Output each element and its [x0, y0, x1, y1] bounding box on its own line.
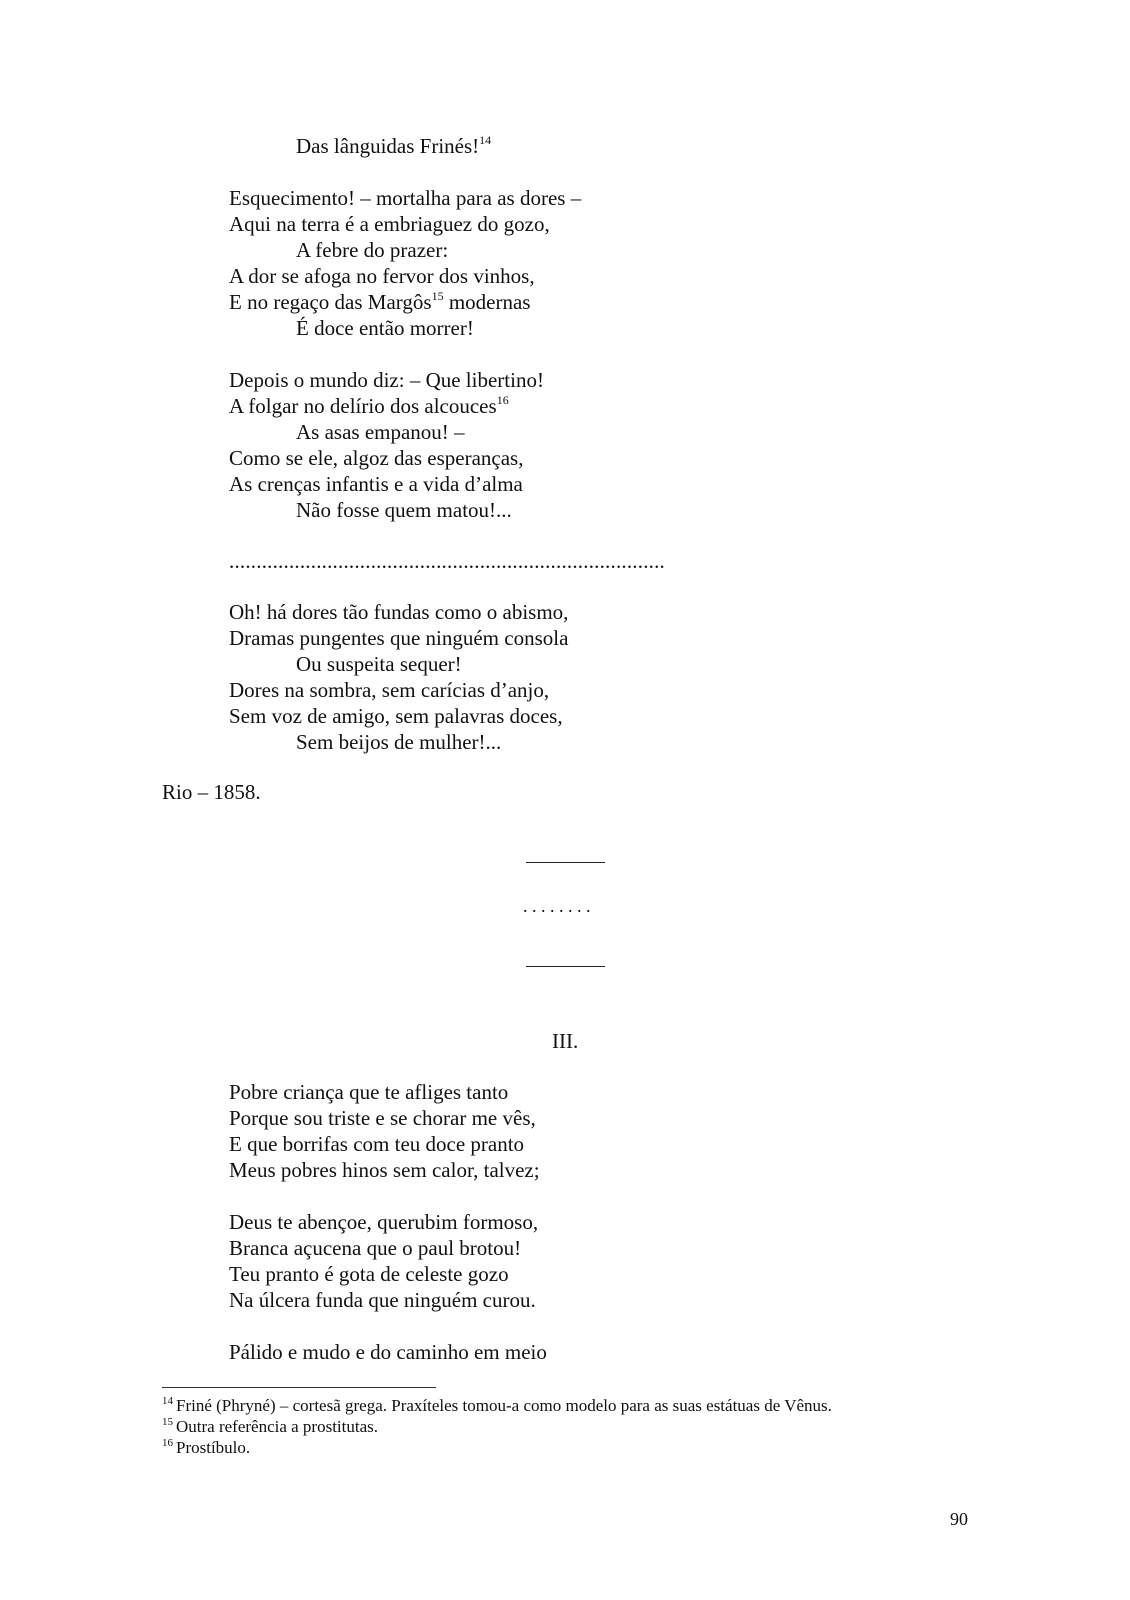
section-heading: III. [552, 1029, 579, 1053]
poem-line: Branca açucena que o paul brotou! [229, 1236, 522, 1260]
poem-line: Oh! há dores tão fundas como o abismo, [229, 600, 569, 624]
poem-line: Esquecimento! – mortalha para as dores – [229, 186, 582, 210]
poem-line: Sem voz de amigo, sem palavras doces, [229, 704, 563, 728]
poem-line: As asas empanou! – [296, 420, 465, 444]
poem-signature: Rio – 1858. [162, 780, 261, 804]
footnote-text: Friné (Phryné) – cortesã grega. Praxíteles tomou-a como modelo para as suas estátuas de Vênus. [176, 1396, 832, 1415]
poem-line [229, 289, 530, 315]
footnote-number: 14 [162, 1395, 173, 1407]
poem-line-text: E no regaço das Margôs [229, 290, 432, 314]
footnote-text: Prostíbulo. [176, 1438, 251, 1457]
poem-line: Na úlcera funda que ninguém curou. [229, 1288, 536, 1312]
poem-line-text: modernas [443, 290, 531, 314]
footnote-ref: 14 [479, 133, 492, 147]
poem-line: É doce então morrer! [296, 316, 474, 340]
poem-line: Não fosse quem matou!... [296, 498, 512, 522]
poem-line: Pálido e mudo e do caminho em meio [229, 1340, 547, 1364]
separator-rule [526, 862, 605, 863]
footnote-divider [162, 1387, 436, 1388]
poem-line-text: Das lânguidas Frinés! [296, 134, 480, 158]
poem-line: Depois o mundo diz: – Que libertino! [229, 368, 544, 392]
footnote [162, 1416, 378, 1437]
poem-line-text: A folgar no delírio dos alcouces [229, 394, 497, 418]
footnote-number: 15 [162, 1416, 173, 1428]
footnote-text: Outra referência a prostitutas. [176, 1417, 379, 1436]
page-number: 90 [950, 1509, 968, 1529]
poem-line: Sem beijos de mulher!... [296, 730, 502, 754]
separator-rule [526, 966, 605, 967]
poem-line: As crenças infantis e a vida d’alma [229, 472, 523, 496]
footnote [162, 1437, 250, 1458]
poem-line: Como se ele, algoz das esperanças, [229, 446, 524, 470]
poem-line: Dores na sombra, sem carícias d’anjo, [229, 678, 550, 702]
footnote [162, 1395, 832, 1416]
ellipsis-line: ................................................................................ [229, 549, 665, 573]
poem-line: Pobre criança que te afliges tanto [229, 1080, 509, 1104]
poem-line: Porque sou triste e se chorar me vês, [229, 1106, 536, 1130]
poem-line: Deus te abençoe, querubim formoso, [229, 1210, 539, 1234]
footnote-ref: 16 [496, 393, 509, 407]
separator-dots: . . . . . . . . [523, 896, 591, 916]
poem-line [229, 393, 509, 419]
poem-line: A febre do prazer: [296, 238, 449, 262]
poem-line: Meus pobres hinos sem calor, talvez; [229, 1158, 540, 1182]
footnote-ref: 15 [431, 289, 444, 303]
footnote-number: 16 [162, 1437, 173, 1449]
poem-line: Teu pranto é gota de celeste gozo [229, 1262, 509, 1286]
poem-line: A dor se afoga no fervor dos vinhos, [229, 264, 535, 288]
poem-line [296, 133, 491, 159]
poem-line: Ou suspeita sequer! [296, 652, 462, 676]
poem-line: Dramas pungentes que ninguém consola [229, 626, 569, 650]
poem-line: Aqui na terra é a embriaguez do gozo, [229, 212, 550, 236]
poem-line: E que borrifas com teu doce pranto [229, 1132, 525, 1156]
